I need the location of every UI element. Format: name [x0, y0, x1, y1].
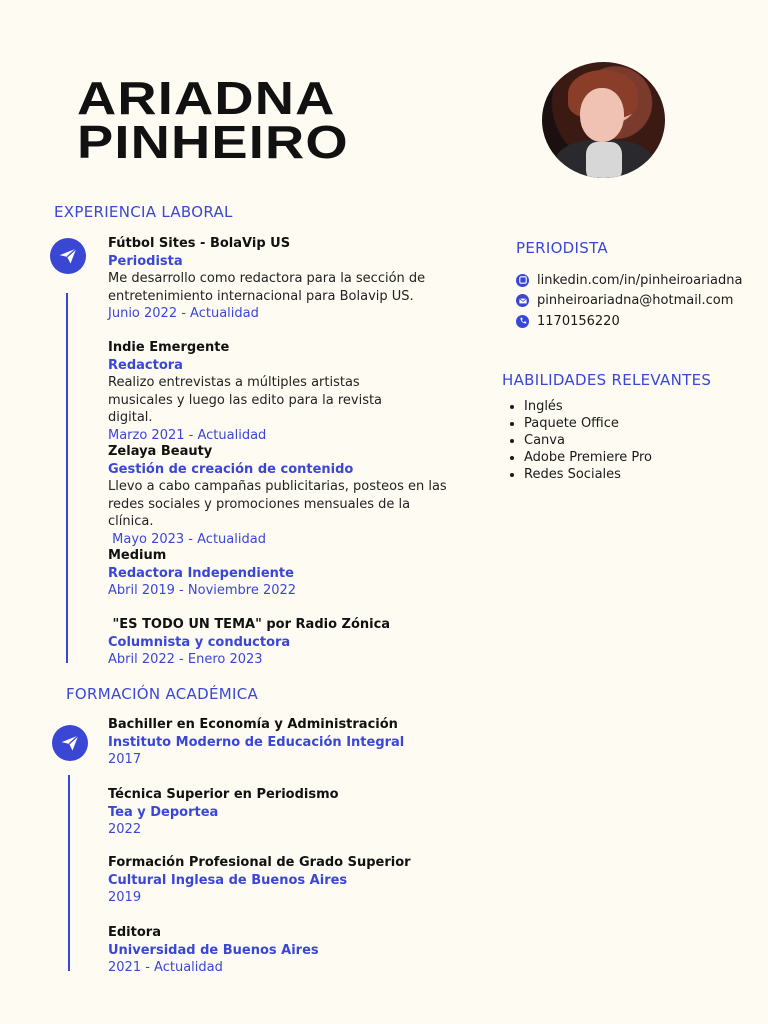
- experience-role: Redactora: [108, 357, 183, 373]
- contact-list: [516, 270, 742, 332]
- contact-linkedin[interactable]: [516, 270, 742, 291]
- linkedin-icon: [516, 274, 529, 287]
- experience-desc: Llevo a cabo campañas publicitarias, posteos en las redes sociales y promociones mensuales de la clínica.: [108, 479, 447, 529]
- education-date: 2017: [108, 752, 142, 767]
- phone-icon: [516, 315, 529, 328]
- experience-item: [108, 443, 453, 548]
- email-icon: [516, 294, 529, 307]
- first-name: ARIADNA: [77, 72, 336, 124]
- education-date: 2021 - Actualidad: [108, 960, 223, 975]
- experience-date: Abril 2022 - Enero 2023: [108, 652, 263, 667]
- skills-list: [510, 398, 652, 483]
- experience-org: Indie Emergente: [108, 340, 230, 355]
- education-institution: Tea y Deportea: [108, 804, 219, 820]
- experience-role: Periodista: [108, 253, 183, 269]
- education-item: [108, 924, 319, 977]
- education-date: 2019: [108, 890, 142, 905]
- experience-date: Abril 2019 - Noviembre 2022: [108, 583, 297, 598]
- experience-org: Fútbol Sites - BolaVip US: [108, 236, 291, 251]
- experience-org: Zelaya Beauty: [108, 444, 213, 459]
- education-date: 2022: [108, 822, 142, 837]
- skill-item: • Redes Sociales: [524, 466, 652, 483]
- education-degree: Editora: [108, 925, 161, 940]
- education-section-title: FORMACIÓN ACADÉMICA: [66, 685, 259, 703]
- education-degree: Formación Profesional de Grado Superior: [108, 855, 411, 870]
- experience-desc: Me desarrollo como redactora para la sección de entretenimiento internacional para Bolavip US.: [108, 271, 426, 304]
- candidate-name: [77, 72, 349, 168]
- skill-item: • Paquete Office: [524, 415, 652, 432]
- profile-title: PERIODISTA: [516, 239, 608, 257]
- education-item: [108, 854, 411, 907]
- contact-linkedin-text: linkedin.com/in/pinheiroariadna: [537, 272, 743, 288]
- skill-item: • Inglés: [524, 398, 652, 415]
- paper-plane-icon: [52, 725, 88, 761]
- education-institution: Instituto Moderno de Educación Integral: [108, 734, 405, 750]
- experience-role: Columnista y conductora: [108, 634, 291, 650]
- experience-org: "ES TODO UN TEMA" por Radio Zónica: [108, 617, 391, 632]
- contact-phone-text: 1170156220: [537, 313, 620, 329]
- experience-date: Junio 2022 - Actualidad: [108, 306, 259, 321]
- experience-item: [108, 339, 428, 444]
- education-item: [108, 786, 339, 839]
- experience-role: Gestión de creación de contenido: [108, 461, 354, 477]
- experience-date: Marzo 2021 - Actualidad: [108, 427, 267, 443]
- skills-section-title: HABILIDADES RELEVANTES: [502, 371, 712, 389]
- contact-email-text: pinheiroariadna@hotmail.com: [537, 293, 734, 309]
- education-degree: Técnica Superior en Periodismo: [108, 787, 339, 802]
- experience-timeline: [66, 293, 68, 663]
- skill-item: • Canva: [524, 432, 652, 449]
- education-degree: Bachiller en Economía y Administración: [108, 717, 398, 732]
- last-name: PINHEIRO: [77, 116, 349, 168]
- skill-item: • Adobe Premiere Pro: [524, 449, 652, 466]
- experience-item: [108, 547, 296, 600]
- avatar: [542, 62, 665, 178]
- experience-item: [108, 616, 390, 669]
- contact-phone[interactable]: [516, 311, 742, 332]
- education-institution: Universidad de Buenos Aires: [108, 942, 319, 958]
- education-item: [108, 716, 404, 769]
- education-institution: Cultural Inglesa de Buenos Aires: [108, 872, 348, 888]
- experience-section-title: EXPERIENCIA LABORAL: [54, 203, 233, 221]
- experience-role: Redactora Independiente: [108, 565, 294, 581]
- education-timeline: [68, 775, 70, 971]
- experience-date: Mayo 2023 - Actualidad: [108, 531, 266, 547]
- experience-item: [108, 235, 428, 323]
- experience-desc: Realizo entrevistas a múltiples artistas musicales y luego las edito para la revista digital.: [108, 375, 383, 425]
- contact-email[interactable]: [516, 291, 742, 312]
- experience-org: Medium: [108, 548, 167, 563]
- paper-plane-icon: [50, 238, 86, 274]
